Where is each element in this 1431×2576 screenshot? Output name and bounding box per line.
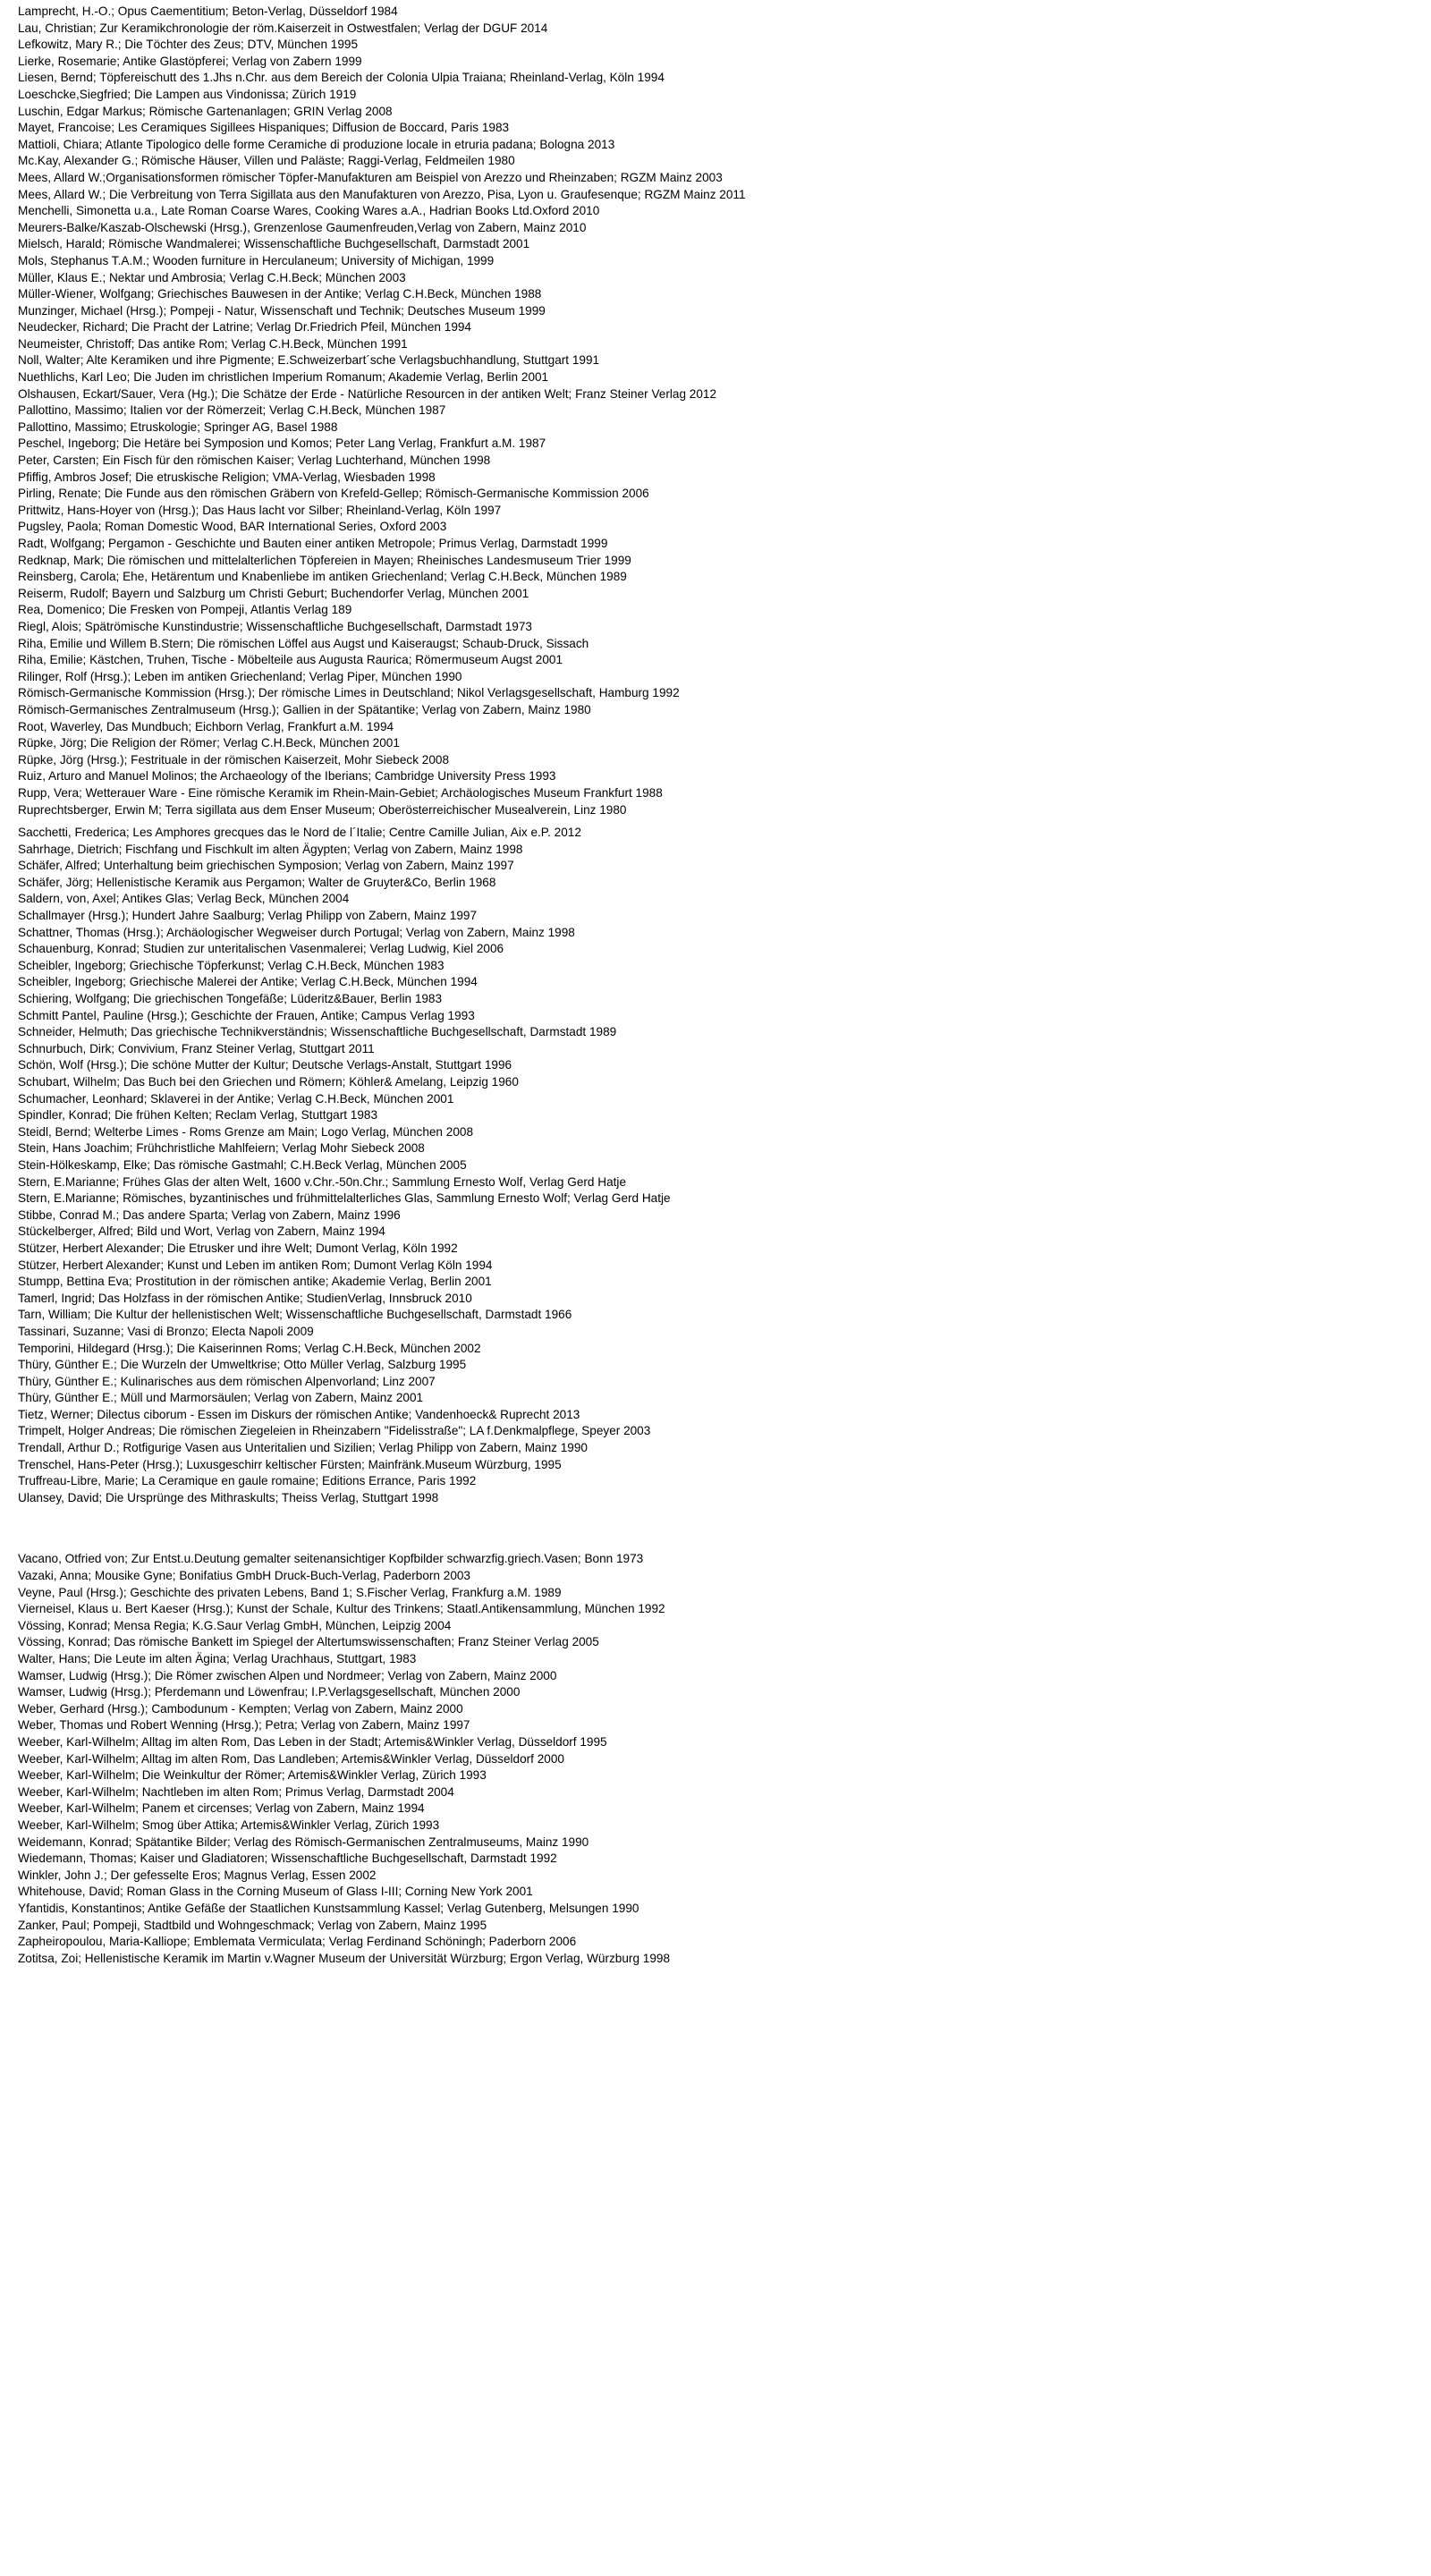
group-spacer xyxy=(18,1506,1413,1551)
bibliography-entry: Mc.Kay, Alexander G.; Römische Häuser, Villen und Paläste; Raggi-Verlag, Feldmeilen 1980 xyxy=(18,154,515,168)
bibliography-entry: Lau, Christian; Zur Keramikchronologie der röm.Kaiserzeit in Ostwestfalen; Verlag der DGUF 2014 xyxy=(18,21,548,35)
bibliography-entry: Mattioli, Chiara; Atlante Tipologico delle forme Ceramiche di produzione locale in etruria padana; Bologna 2013 xyxy=(18,137,615,151)
bibliography-entry: Mees, Allard W.;Organisationsformen römischer Töpfer-Manufakturen am Beispiel von Arezzo und Rheinzaben; RGZM Mainz 2003 xyxy=(18,170,723,184)
bibliography-entry: Riegl, Alois; Spätrömische Kunstindustrie; Wissenschaftliche Buchgesellschaft, Darmstadt 1973 xyxy=(18,619,532,633)
bibliography-entry: Reiserm, Rudolf; Bayern und Salzburg um Christi Geburt; Buchendorfer Verlag, München 2001 xyxy=(18,586,529,600)
bibliography-entry: Weidemann, Konrad; Spätantike Bilder; Verlag des Römisch-Germanischen Zentralmuseums, Mainz 1990 xyxy=(18,1835,589,1849)
bibliography-entry: Spindler, Konrad; Die frühen Kelten; Reclam Verlag, Stuttgart 1983 xyxy=(18,1108,378,1123)
bibliography-entry: Prittwitz, Hans-Hoyer von (Hrsg.); Das Haus lacht vor Silber; Rheinland-Verlag, Köln 1997 xyxy=(18,503,502,517)
bibliography-entry: Scheibler, Ingeborg; Griechische Malerei der Antike; Verlag C.H.Beck, München 1994 xyxy=(18,975,478,989)
bibliography-entry: Peter, Carsten; Ein Fisch für den römischen Kaiser; Verlag Luchterhand, München 1998 xyxy=(18,453,491,468)
bibliography-entry: Ruiz, Arturo and Manuel Molinos; the Archaeology of the Iberians; Cambridge University Press 1993 xyxy=(18,769,556,784)
bibliography-entry: Sahrhage, Dietrich; Fischfang und Fischkult im alten Ägypten; Verlag von Zabern, Mainz 1998 xyxy=(18,842,523,856)
bibliography-entry: Noll, Walter; Alte Keramiken und ihre Pigmente; E.Schweizerbart´sche Verlagsbuchhandlung, Stuttgart 1991 xyxy=(18,353,600,368)
bibliography-group-v-z xyxy=(18,1551,1413,1967)
bibliography-entry: Stützer, Herbert Alexander; Kunst und Leben im antiken Rom; Dumont Verlag Köln 1994 xyxy=(18,1258,493,1272)
bibliography-entry: Müller, Klaus E.; Nektar und Ambrosia; Verlag C.H.Beck; München 2003 xyxy=(18,270,406,284)
bibliography-entry: Mielsch, Harald; Römische Wandmalerei; Wissenschaftliche Buchgesellschaft, Darmstadt 2001 xyxy=(18,237,530,251)
bibliography-entry: Stern, E.Marianne; Römisches, byzantinisches und frühmittelalterliches Glas, Sammlung Ernesto Wolf; Verlag Gerd Hatje xyxy=(18,1191,671,1206)
bibliography-entry: Ruprechtsberger, Erwin M; Terra sigillata aus dem Enser Museum; Oberösterreichischer Musealverein, Linz 1980 xyxy=(18,802,627,817)
bibliography-entry: Weber, Thomas und Robert Wenning (Hrsg.); Petra; Verlag von Zabern, Mainz 1997 xyxy=(18,1718,470,1733)
bibliography-entry: Trimpelt, Holger Andreas; Die römischen Ziegeleien in Rheinzabern "Fidelisstraße"; LA f.Denkmalpflege, Speyer 2003 xyxy=(18,1424,651,1438)
bibliography-entry: Müller-Wiener, Wolfgang; Griechisches Bauwesen in der Antike; Verlag C.H.Beck, München 1988 xyxy=(18,287,542,301)
bibliography-entry: Veyne, Paul (Hrsg.); Geschichte des privaten Lebens, Band 1; S.Fischer Verlag, Frankfurg a.M. 1989 xyxy=(18,1585,562,1599)
bibliography-entry: Temporini, Hildegard (Hrsg.); Die Kaiserinnen Roms; Verlag C.H.Beck, München 2002 xyxy=(18,1341,481,1355)
bibliography-entry: Truffreau-Libre, Marie; La Ceramique en gaule romaine; Editions Errance, Paris 1992 xyxy=(18,1474,477,1488)
bibliography-entry: Trendall, Arthur D.; Rotfigurige Vasen aus Unteritalien und Sizilien; Verlag Philipp von Zabern, Mainz 1990 xyxy=(18,1441,588,1455)
bibliography-entry: Riha, Emilie; Kästchen, Truhen, Tische - Möbelteile aus Augusta Raurica; Römermuseum Augst 2001 xyxy=(18,653,563,667)
bibliography-entry: Schäfer, Jörg; Hellenistische Keramik aus Pergamon; Walter de Gruyter&Co, Berlin 1968 xyxy=(18,875,496,889)
bibliography-entry: Winkler, John J.; Der gefesselte Eros; Magnus Verlag, Essen 2002 xyxy=(18,1868,377,1882)
bibliography-entry: Weeber, Karl-Wilhelm; Nachtleben im alten Rom; Primus Verlag, Darmstadt 2004 xyxy=(18,1784,454,1799)
bibliography-entry: Weeber, Karl-Wilhelm; Panem et circenses; Verlag von Zabern, Mainz 1994 xyxy=(18,1801,425,1816)
bibliography-entry: Vacano, Otfried von; Zur Entst.u.Deutung gemalter seitenansichtiger Kopfbilder schwarzfig.griech.Vasen; Bonn 1973 xyxy=(18,1552,644,1566)
bibliography-entry: Schmitt Pantel, Pauline (Hrsg.); Geschichte der Frauen, Antike; Campus Verlag 1993 xyxy=(18,1008,475,1022)
bibliography-entry: Thüry, Günther E.; Müll und Marmorsäulen; Verlag von Zabern, Mainz 2001 xyxy=(18,1391,424,1405)
bibliography-entry: Vierneisel, Klaus u. Bert Kaeser (Hrsg.); Kunst der Schale, Kultur des Trinkens; Staatl.Antikensammlung, München 1992 xyxy=(18,1602,665,1616)
bibliography-group-l-r xyxy=(18,4,1413,818)
bibliography-entry: Schubart, Wilhelm; Das Buch bei den Griechen und Römern; Köhler& Amelang, Leipzig 1960 xyxy=(18,1075,519,1089)
bibliography-entry: Neudecker, Richard; Die Pracht der Latrine; Verlag Dr.Friedrich Pfeil, München 1994 xyxy=(18,320,471,335)
bibliography-entry: Weeber, Karl-Wilhelm; Die Weinkultur der Römer; Artemis&Winkler Verlag, Zürich 1993 xyxy=(18,1768,487,1783)
bibliography-entry: Weeber, Karl-Wilhelm; Smog über Attika; Artemis&Winkler Verlag, Zürich 1993 xyxy=(18,1818,440,1832)
bibliography-entry: Riha, Emilie und Willem B.Stern; Die römischen Löffel aus Augst und Kaiseraugst; Schaub-Druck, Sissach xyxy=(18,636,589,650)
bibliography-entry: Rilinger, Rolf (Hrsg.); Leben im antiken Griechenland; Verlag Piper, München 1990 xyxy=(18,669,462,683)
bibliography-entry: Vössing, Konrad; Das römische Bankett im Spiegel der Altertumswissenschaften; Franz Steiner Verlag 2005 xyxy=(18,1635,599,1649)
bibliography-entry: Trenschel, Hans-Peter (Hrsg.); Luxusgeschirr keltischer Fürsten; Mainfränk.Museum Würzburg, 1995 xyxy=(18,1457,562,1471)
bibliography-entry: Neumeister, Christoff; Das antike Rom; Verlag C.H.Beck, München 1991 xyxy=(18,336,408,351)
bibliography-entry: Wamser, Ludwig (Hrsg.); Pferdemann und Löwenfrau; I.P.Verlagsgesellschaft, München 2000 xyxy=(18,1685,521,1699)
bibliography-entry: Lierke, Rosemarie; Antike Glastöpferei; Verlag von Zabern 1999 xyxy=(18,54,362,68)
bibliography-entry: Pallottino, Massimo; Etruskologie; Springer AG, Basel 1988 xyxy=(18,419,338,434)
bibliography-entry: Yfantidis, Konstantinos; Antike Gefäße der Staatlichen Kunstsammlung Kassel; Verlag Gutenberg, Melsungen 1990 xyxy=(18,1901,639,1915)
group-spacer xyxy=(18,818,1413,825)
bibliography-page xyxy=(18,4,1413,1967)
bibliography-entry: Tassinari, Suzanne; Vasi di Bronzo; Electa Napoli 2009 xyxy=(18,1324,314,1338)
bibliography-entry: Rea, Domenico; Die Fresken von Pompeji, Atlantis Verlag 189 xyxy=(18,603,352,617)
bibliography-entry: Lamprecht, H.-O.; Opus Caementitium; Beton-Verlag, Düsseldorf 1984 xyxy=(18,4,398,18)
bibliography-entry: Schneider, Helmuth; Das griechische Technikverständnis; Wissenschaftliche Buchgesellschaft, Darmstadt 1989 xyxy=(18,1025,617,1039)
bibliography-entry: Sacchetti, Frederica; Les Amphores grecques das le Nord de l´Italie; Centre Camille Julian, Aix e.P. 2012 xyxy=(18,826,581,840)
bibliography-entry: Römisch-Germanische Kommission (Hrsg.); Der römische Limes in Deutschland; Nikol Verlagsgesellschaft, Hamburg 1992 xyxy=(18,686,680,700)
bibliography-group-s-u xyxy=(18,825,1413,1506)
bibliography-entry: Walter, Hans; Die Leute im alten Ägina; Verlag Urachhaus, Stuttgart, 1983 xyxy=(18,1652,417,1665)
bibliography-entry: Mols, Stephanus T.A.M.; Wooden furniture in Herculaneum; University of Michigan, 1999 xyxy=(18,253,495,267)
bibliography-entry: Redknap, Mark; Die römischen und mittelalterlichen Töpfereien in Mayen; Rheinisches Landesmuseum Trier 1999 xyxy=(18,553,631,567)
bibliography-entry: Schnurbuch, Dirk; Convivium, Franz Steiner Verlag, Stuttgart 2011 xyxy=(18,1041,375,1055)
bibliography-entry: Schäfer, Alfred; Unterhaltung beim griechischen Symposion; Verlag von Zabern, Mainz 1997 xyxy=(18,859,514,873)
bibliography-entry: Pirling, Renate; Die Funde aus den römischen Gräbern von Krefeld-Gellep; Römisch-Germanische Kommission 2006 xyxy=(18,487,649,501)
bibliography-entry: Wiedemann, Thomas; Kaiser und Gladiatoren; Wissenschaftliche Buchgesellschaft, Darmstadt 1992 xyxy=(18,1852,557,1866)
bibliography-entry: Stützer, Herbert Alexander; Die Etrusker und ihre Welt; Dumont Verlag, Köln 1992 xyxy=(18,1241,458,1255)
bibliography-entry: Stern, E.Marianne; Frühes Glas der alten Welt, 1600 v.Chr.-50n.Chr.; Sammlung Ernesto Wolf, Verlag Gerd Hatje xyxy=(18,1174,627,1189)
bibliography-entry: Tietz, Werner; Dilectus ciborum - Essen im Diskurs der römischen Antike; Vandenhoeck& Ruprecht 2013 xyxy=(18,1407,580,1421)
bibliography-entry: Schauenburg, Konrad; Studien zur unteritalischen Vasenmalerei; Verlag Ludwig, Kiel 2006 xyxy=(18,942,504,956)
bibliography-entry: Stein-Hölkeskamp, Elke; Das römische Gastmahl; C.H.Beck Verlag, München 2005 xyxy=(18,1157,467,1172)
bibliography-entry: Schallmayer (Hrsg.); Hundert Jahre Saalburg; Verlag Philipp von Zabern, Mainz 1997 xyxy=(18,909,478,923)
bibliography-entry: Stibbe, Conrad M.; Das andere Sparta; Verlag von Zabern, Mainz 1996 xyxy=(18,1208,401,1222)
bibliography-entry: Mees, Allard W.; Die Verbreitung von Terra Sigillata aus den Manufakturen von Arezzo, Pisa, Lyon u. Graufesenque; RGZM Mainz 2011 xyxy=(18,187,746,201)
bibliography-entry: Zotitsa, Zoi; Hellenistische Keramik im Martin v.Wagner Museum der Universität Würzburg; Ergon Verlag, Würzburg 1998 xyxy=(18,1951,671,1965)
bibliography-entry: Wamser, Ludwig (Hrsg.); Die Römer zwischen Alpen und Nordmeer; Verlag von Zabern, Mainz 2000 xyxy=(18,1668,557,1682)
bibliography-entry: Zanker, Paul; Pompeji, Stadtbild und Wohngeschmack; Verlag von Zabern, Mainz 1995 xyxy=(18,1918,487,1932)
bibliography-entry: Schiering, Wolfgang; Die griechischen Tongefäße; Lüderitz&Bauer, Berlin 1983 xyxy=(18,992,443,1006)
bibliography-entry: Schattner, Thomas (Hrsg.); Archäologischer Wegweiser durch Portugal; Verlag von Zabern, Mainz 1998 xyxy=(18,925,575,939)
bibliography-entry: Pallottino, Massimo; Italien vor der Römerzeit; Verlag C.H.Beck, München 1987 xyxy=(18,403,446,418)
bibliography-entry: Root, Waverley, Das Mundbuch; Eichborn Verlag, Frankfurt a.M. 1994 xyxy=(18,719,394,733)
bibliography-entry: Schumacher, Leonhard; Sklaverei in der Antike; Verlag C.H.Beck, München 2001 xyxy=(18,1091,454,1106)
bibliography-entry: Radt, Wolfgang; Pergamon - Geschichte und Bauten einer antiken Metropole; Primus Verlag, Darmstadt 1999 xyxy=(18,537,608,550)
bibliography-entry: Steidl, Bernd; Welterbe Limes - Roms Grenze am Main; Logo Verlag, München 2008 xyxy=(18,1124,474,1139)
bibliography-entry: Pfiffig, Ambros Josef; Die etruskische Religion; VMA-Verlag, Wiesbaden 1998 xyxy=(18,470,436,484)
bibliography-entry: Tarn, William; Die Kultur der hellenistischen Welt; Wissenschaftliche Buchgesellschaft, Darmstadt 1966 xyxy=(18,1308,572,1322)
bibliography-entry: Scheibler, Ingeborg; Griechische Töpferkunst; Verlag C.H.Beck, München 1983 xyxy=(18,958,445,972)
bibliography-entry: Tamerl, Ingrid; Das Holzfass in der römischen Antike; StudienVerlag, Innsbruck 2010 xyxy=(18,1291,472,1305)
bibliography-entry: Weeber, Karl-Wilhelm; Alltag im alten Rom, Das Leben in der Stadt; Artemis&Winkler Verlag, Düsseldorf 1995 xyxy=(18,1734,607,1749)
bibliography-entry: Vössing, Konrad; Mensa Regia; K.G.Saur Verlag GmbH, München, Leipzig 2004 xyxy=(18,1618,452,1632)
bibliography-entry: Römisch-Germanisches Zentralmuseum (Hrsg.); Gallien in der Spätantike; Verlag von Zabern, Mainz 1980 xyxy=(18,702,591,716)
bibliography-entry: Vazaki, Anna; Mousike Gyne; Bonifatius GmbH Druck-Buch-Verlag, Paderborn 2003 xyxy=(18,1569,470,1583)
bibliography-entry: Schön, Wolf (Hrsg.); Die schöne Mutter der Kultur; Deutsche Verlags-Anstalt, Stuttgart 1996 xyxy=(18,1058,512,1072)
bibliography-entry: Rüpke, Jörg (Hrsg.); Festrituale in der römischen Kaiserzeit, Mohr Siebeck 2008 xyxy=(18,752,450,767)
bibliography-entry: Thüry, Günther E.; Die Wurzeln der Umweltkrise; Otto Müller Verlag, Salzburg 1995 xyxy=(18,1358,467,1372)
bibliography-entry: Weeber, Karl-Wilhelm; Alltag im alten Rom, Das Landleben; Artemis&Winkler Verlag, Düsseldorf 2000 xyxy=(18,1751,564,1766)
bibliography-entry: Ulansey, David; Die Ursprünge des Mithraskults; Theiss Verlag, Stuttgart 1998 xyxy=(18,1490,439,1504)
bibliography-entry: Reinsberg, Carola; Ehe, Hetärentum und Knabenliebe im antiken Griechenland; Verlag C.H.Beck, München 1989 xyxy=(18,570,627,584)
bibliography-entry: Nuethlichs, Karl Leo; Die Juden im christlichen Imperium Romanum; Akademie Verlag, Berlin 2001 xyxy=(18,370,549,385)
bibliography-entry: Zapheiropoulou, Maria-Kalliope; Emblemata Vermiculata; Verlag Ferdinand Schöningh; Paderborn 2006 xyxy=(18,1935,577,1949)
bibliography-entry: Menchelli, Simonetta u.a., Late Roman Coarse Wares, Cooking Wares a.A., Hadrian Books Ltd.Oxford 2010 xyxy=(18,204,600,218)
bibliography-entry: Lefkowitz, Mary R.; Die Töchter des Zeus; DTV, München 1995 xyxy=(18,38,359,52)
bibliography-entry: Loeschcke,Siegfried; Die Lampen aus Vindonissa; Zürich 1919 xyxy=(18,87,357,101)
bibliography-entry: Pugsley, Paola; Roman Domestic Wood, BAR International Series, Oxford 2003 xyxy=(18,520,447,534)
bibliography-entry: Munzinger, Michael (Hrsg.); Pompeji - Natur, Wissenschaft und Technik; Deutsches Museum 1999 xyxy=(18,303,546,318)
bibliography-entry: Mayet, Francoise; Les Ceramiques Sigillees Hispaniques; Diffusion de Boccard, Paris 1983 xyxy=(18,121,510,135)
bibliography-entry: Olshausen, Eckart/Sauer, Vera (Hg.); Die Schätze der Erde - Natürliche Resourcen in der antiken Welt; Franz Steiner Verlag 2012 xyxy=(18,386,717,401)
bibliography-entry: Stein, Hans Joachim; Frühchristliche Mahlfeiern; Verlag Mohr Siebeck 2008 xyxy=(18,1141,425,1156)
bibliography-entry: Peschel, Ingeborg; Die Hetäre bei Symposion und Komos; Peter Lang Verlag, Frankfurt a.M. 1987 xyxy=(18,436,546,451)
bibliography-entry: Stumpp, Bettina Eva; Prostitution in der römischen antike; Akademie Verlag, Berlin 2001 xyxy=(18,1275,492,1289)
bibliography-entry: Saldern, von, Axel; Antikes Glas; Verlag Beck, München 2004 xyxy=(18,892,350,906)
bibliography-entry: Rupp, Vera; Wetterauer Ware - Eine römische Keramik im Rhein-Main-Gebiet; Archäologisches Museum Frankfurt 1988 xyxy=(18,785,663,800)
bibliography-entry: Whitehouse, David; Roman Glass in the Corning Museum of Glass I-III; Corning New York 2001 xyxy=(18,1885,533,1899)
bibliography-entry: Stückelberger, Alfred; Bild und Wort, Verlag von Zabern, Mainz 1994 xyxy=(18,1224,385,1239)
bibliography-entry: Thüry, Günther E.; Kulinarisches aus dem römischen Alpenvorland; Linz 2007 xyxy=(18,1374,436,1388)
bibliography-entry: Liesen, Bernd; Töpfereischutt des 1.Jhs n.Chr. aus dem Bereich der Colonia Ulpia Traiana; Rheinland-Verlag, Köln 1994 xyxy=(18,71,665,85)
bibliography-entry: Meurers-Balke/Kaszab-Olschewski (Hrsg.), Grenzenlose Gaumenfreuden,Verlag von Zabern, Mainz 2010 xyxy=(18,220,587,234)
bibliography-entry: Luschin, Edgar Markus; Römische Gartenanlagen; GRIN Verlag 2008 xyxy=(18,104,393,118)
bibliography-entry: Weber, Gerhard (Hrsg.); Cambodunum - Kempten; Verlag von Zabern, Mainz 2000 xyxy=(18,1701,463,1716)
bibliography-entry: Rüpke, Jörg; Die Religion der Römer; Verlag C.H.Beck, München 2001 xyxy=(18,736,400,750)
